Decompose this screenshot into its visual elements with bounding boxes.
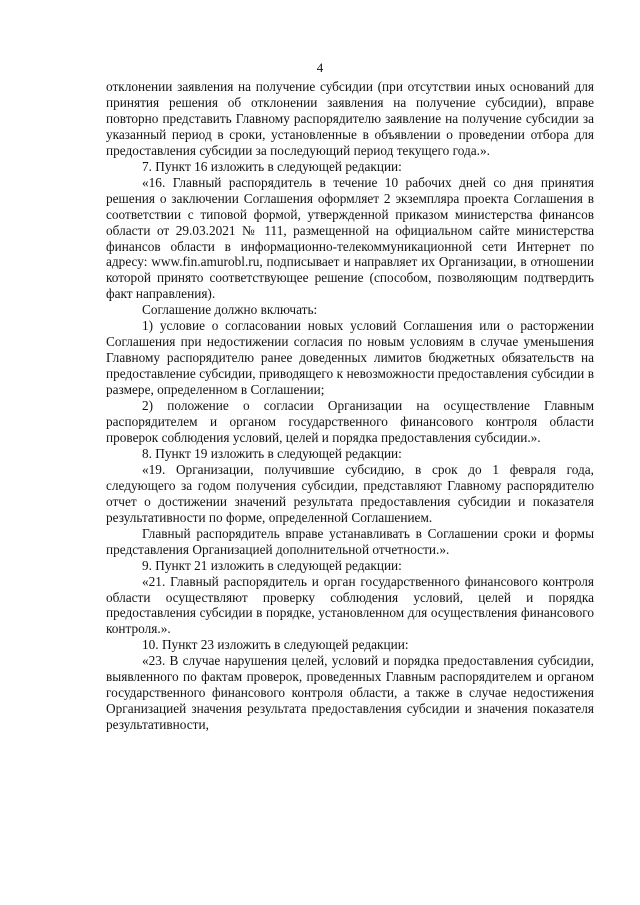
page-number: 4 bbox=[316, 60, 324, 75]
paragraph-clause-19: «19. Организации, получившие субсидию, в срок до 1 февраля года, следующего за годом получения субсидии, представляют Главному распорядителю отчет о достижении значений результата предоставления субсидии и показателя результативности по форме, определенной Соглашением. bbox=[106, 461, 594, 525]
amendment-heading-item-7: 7. Пункт 16 изложить в следующей редакции: bbox=[142, 158, 402, 174]
amendment-heading-item-8: 8. Пункт 19 изложить в следующей редакции: bbox=[142, 445, 402, 461]
paragraph-reporting-terms: Главный распорядитель вправе устанавливать в Соглашении сроки и формы представления Организацией дополнительной отчетности.». bbox=[106, 525, 594, 557]
paragraph-agreement-intro: Соглашение должно включать: bbox=[142, 302, 318, 318]
document-body bbox=[106, 79, 594, 733]
paragraph-clause-21: «21. Главный распорядитель и орган государственного финансового контроля области осуществляют проверку соблюдения условий, целей и порядка предоставления субсидии в порядке, установленном для осуществления финансового контроля.». bbox=[106, 573, 594, 637]
paragraph-clause-23: «23. В случае нарушения целей, условий и порядка предоставления субсидии, выявленного по фактам проверок, проведенных Главным распорядителем и органом государственного финансового контроля области, а также в случае недостижения Организацией значения результата предоставления субсидии и значения показателя результативности, bbox=[106, 653, 594, 733]
amendment-heading-item-9: 9. Пункт 21 изложить в следующей редакции: bbox=[142, 557, 402, 573]
paragraph-continuation: отклонении заявления на получение субсидии (при отсутствии иных оснований для принятия решения об отклонении заявления на получение субсидии), вправе повторно представить Главному распорядителю заявление на получение субсидии за указанный период в сроки, установленные в объявлении о проведении отбора для предоставления субсидии за последующий период текущего года.». bbox=[106, 79, 594, 158]
amendment-heading-item-10: 10. Пункт 23 изложить в следующей редакции: bbox=[142, 637, 409, 653]
paragraph-list-item-1: 1) условие о согласовании новых условий Соглашения или о расторжении Соглашения при недостижении согласия по новым условиям в случае уменьшения Главному распорядителю ранее доведенных лимитов бюджетных обязательств на предоставление субсидии, приводящего к невозможности предоставления субсидии в размере, определенном в Соглашении; bbox=[106, 318, 594, 398]
paragraph-list-item-2: 2) положение о согласии Организации на осуществление Главным распорядителем и органом государственного финансового контроля области проверок соблюдения условий, целей и порядка предоставления субсидии.». bbox=[106, 398, 594, 445]
paragraph-clause-16: «16. Главный распорядитель в течение 10 рабочих дней со дня принятия решения о заключении Соглашения оформляет 2 экземпляра проекта Соглашения в соответствии с типовой формой, утвержденной приказом министерства финансов области от 29.03.2021 № 111, размещенной на официальном сайте министерства финансов области в информационно-телекоммуникационной сети Интернет по адресу: www.fin.amurobl.ru, подписывает и направляет их Организации, в отношении которой принято соответствующее решение (способом, позволяющим подтвердить факт направления). bbox=[106, 174, 594, 302]
